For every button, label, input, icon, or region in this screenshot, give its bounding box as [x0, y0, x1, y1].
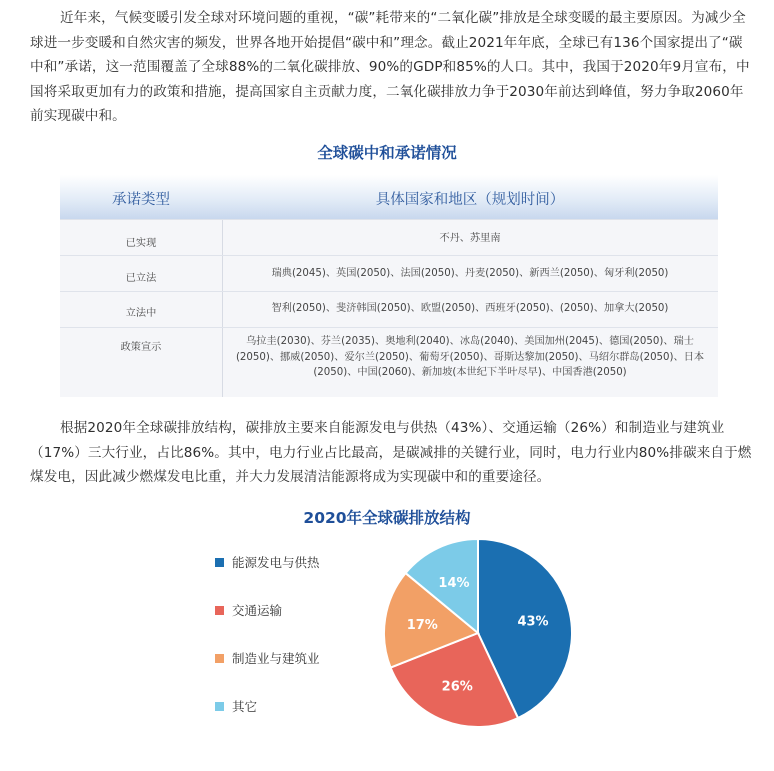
pie-label-manufacturing: 17%	[406, 618, 438, 634]
commitment-table	[60, 175, 718, 397]
header-commitment-type: 承诺类型	[112, 192, 170, 208]
table-row	[60, 219, 718, 256]
pie-svg	[0, 530, 774, 771]
emission-pie-chart	[0, 530, 774, 771]
table-header	[60, 175, 718, 219]
intro-paragraph	[30, 6, 752, 129]
structure-paragraph	[30, 416, 752, 490]
table-row	[60, 327, 718, 397]
legend-label: 其它	[232, 699, 258, 714]
row-type: 政策宣示	[120, 342, 162, 353]
legend-label: 能源发电与供热	[232, 555, 320, 570]
row-type: 已立法	[125, 273, 157, 284]
pie-label-energy: 43%	[517, 614, 549, 630]
row-type: 已实现	[125, 238, 157, 249]
row-countries: 智利(2050)、斐济韩国(2050)、欧盟(2050)、西班牙(2050)、(2050)、加拿大(2050)	[271, 303, 669, 314]
structure-paragraph-text: 根据2020年全球碳排放结构，碳排放主要来自能源发电与供热（43%）、交通运输（26%）和制造业与建筑业（17%）三大行业，占比86%。其中，电力行业占比最高，是碳减排的关键行业，同时，电力行业内80%排碳来自于燃煤发电，因此减少燃煤发电比重，并大力发展清洁能源将成为实现碳中和的重要途径。	[30, 420, 752, 485]
pie-label-transport: 26%	[441, 679, 473, 695]
legend-label: 制造业与建筑业	[232, 651, 320, 666]
row-countries: 瑞典(2045)、英国(2050)、法国(2050)、丹麦(2050)、新西兰(2050)、匈牙利(2050)	[271, 268, 669, 279]
table-row	[60, 255, 718, 292]
legend-label: 交通运输	[232, 603, 283, 618]
chart-title: 2020年全球碳排放结构	[303, 509, 471, 527]
pie-label-other: 14%	[438, 575, 470, 591]
header-countries: 具体国家和地区（规划时间）	[375, 192, 565, 208]
intro-paragraph-text: 近年来，气候变暖引发全球对环境问题的重视，“碳”耗带来的“二氧化碳”排放是全球变暖的最主要原因。为减少全球进一步变暖和自然灾害的频发，世界各地开始提倡“碳中和”理念。截止2021年年底，全球已有136个国家提出了“碳中和”承诺，这一范围覆盖了全球88%的二氧化碳排放、90%的GDP和85%的人口。其中，我国于2020年9月宣布，中国将采取更加有力的政策和措施，提高国家自主贡献力度，二氧化碳排放力争于2030年前达到峰值，努力争取2060年前实现碳中和。	[30, 10, 750, 124]
row-countries: 不丹、苏里南	[439, 233, 501, 244]
table-title: 全球碳中和承诺情况	[317, 144, 457, 162]
row-countries: 乌拉圭(2030)、芬兰(2035)、奥地利(2040)、冰岛(2040)、美国加州(2045)、德国(2050)、瑞士(2050)、挪威(2050)、爱尔兰(2050)、葡萄牙(2050)、哥斯达黎加(2050)、马绍尔群岛(2050)、日本(2050)、中国(2060)、新加坡(本世纪下半叶尽早)、中国香港(2050)	[235, 336, 705, 378]
table-row	[60, 291, 718, 328]
row-type: 立法中	[125, 308, 157, 319]
